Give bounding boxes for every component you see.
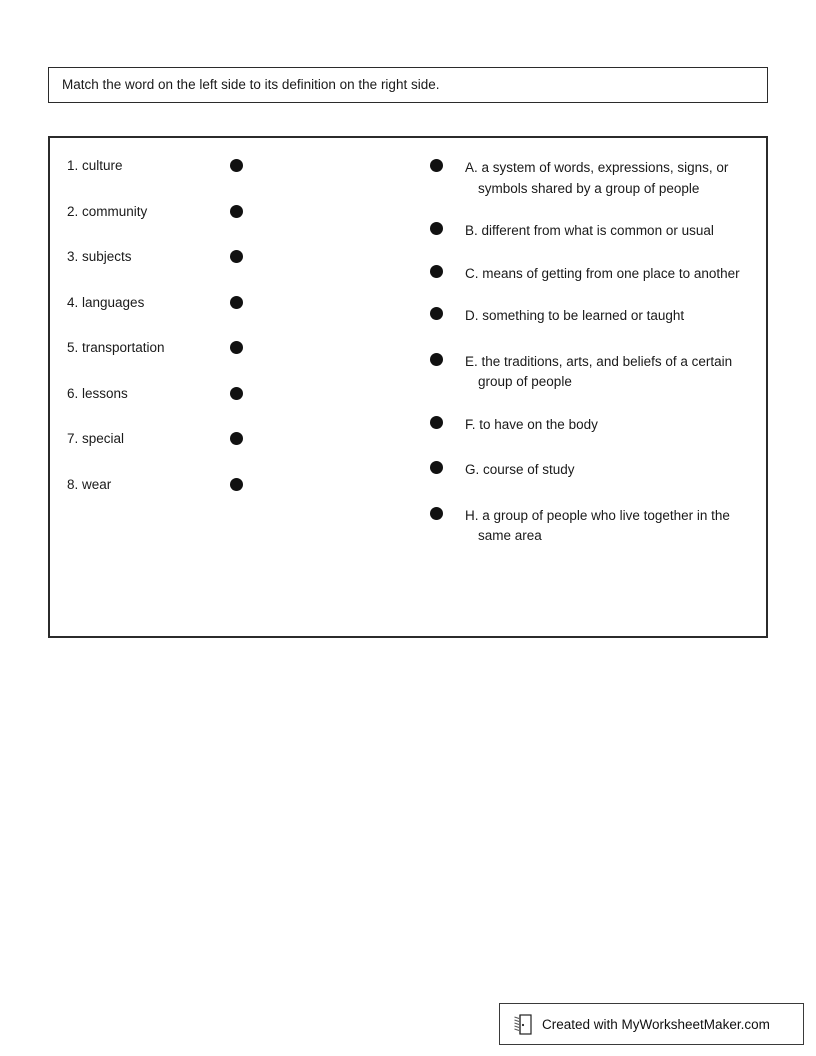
- right-connector-dot[interactable]: [430, 507, 443, 520]
- left-connector-dot[interactable]: [230, 205, 243, 218]
- right-item: [430, 415, 750, 436]
- right-item: [430, 158, 750, 199]
- left-connector-dot[interactable]: [230, 478, 243, 491]
- right-connector-dot[interactable]: [430, 416, 443, 429]
- footer-badge[interactable]: [499, 1003, 804, 1045]
- left-connector-dot[interactable]: [230, 296, 243, 309]
- myworksheetmaker-logo-icon: [514, 1014, 533, 1035]
- right-item-label: F. to have on the body: [465, 416, 598, 432]
- right-item: [430, 460, 750, 481]
- left-item-label: 7. special: [67, 431, 125, 446]
- left-connector-dot[interactable]: [230, 341, 243, 354]
- footer-badge-label: Created with MyWorksheetMaker.com: [542, 1016, 770, 1032]
- right-item-label: E. the traditions, arts, and beliefs of a certain group of people: [465, 353, 733, 389]
- left-item-label: 6. lessons: [67, 385, 128, 401]
- right-item-label: G. course of study: [465, 462, 575, 477]
- right-item-label: H. a group of people who live together in the same area: [465, 507, 730, 543]
- left-item-label: 3. subjects: [67, 249, 132, 264]
- right-connector-dot[interactable]: [430, 353, 443, 366]
- right-item: [430, 506, 750, 547]
- right-item-label: C. means of getting from one place to another: [465, 265, 740, 281]
- right-item-label: D. something to be learned or taught: [465, 308, 685, 323]
- left-word-column: [67, 158, 297, 522]
- left-item-label: 4. languages: [67, 294, 145, 310]
- right-connector-dot[interactable]: [430, 307, 443, 320]
- left-item: [67, 204, 297, 250]
- right-item-label: B. different from what is common or usual: [465, 223, 714, 238]
- left-item: [67, 340, 297, 386]
- right-connector-dot[interactable]: [430, 222, 443, 235]
- right-item-label: A. a system of words, expressions, signs, or symbols shared by a group of people: [465, 160, 729, 196]
- matching-panel: [48, 136, 768, 638]
- right-connector-dot[interactable]: [430, 159, 443, 172]
- left-item: [67, 158, 297, 204]
- left-connector-dot[interactable]: [230, 387, 243, 400]
- left-item-label: 5. transportation: [67, 340, 165, 355]
- left-item-label: 2. community: [67, 203, 148, 219]
- left-item: [67, 386, 297, 432]
- left-item: [67, 477, 297, 523]
- instruction-text: Match the word on the left side to its definition on the right side.: [62, 76, 440, 92]
- left-item-label: 1. culture: [67, 158, 123, 173]
- right-item: [430, 221, 750, 242]
- right-connector-dot[interactable]: [430, 265, 443, 278]
- right-connector-dot[interactable]: [430, 461, 443, 474]
- right-definition-column: [430, 158, 750, 547]
- left-item: [67, 295, 297, 341]
- left-item: [67, 249, 297, 295]
- left-item: [67, 431, 297, 477]
- right-item: [430, 306, 750, 327]
- instruction-box: [48, 67, 768, 103]
- right-item: [430, 264, 750, 285]
- right-item: [430, 352, 750, 393]
- left-connector-dot[interactable]: [230, 432, 243, 445]
- left-item-label: 8. wear: [67, 476, 112, 492]
- left-connector-dot[interactable]: [230, 159, 243, 172]
- left-connector-dot[interactable]: [230, 250, 243, 263]
